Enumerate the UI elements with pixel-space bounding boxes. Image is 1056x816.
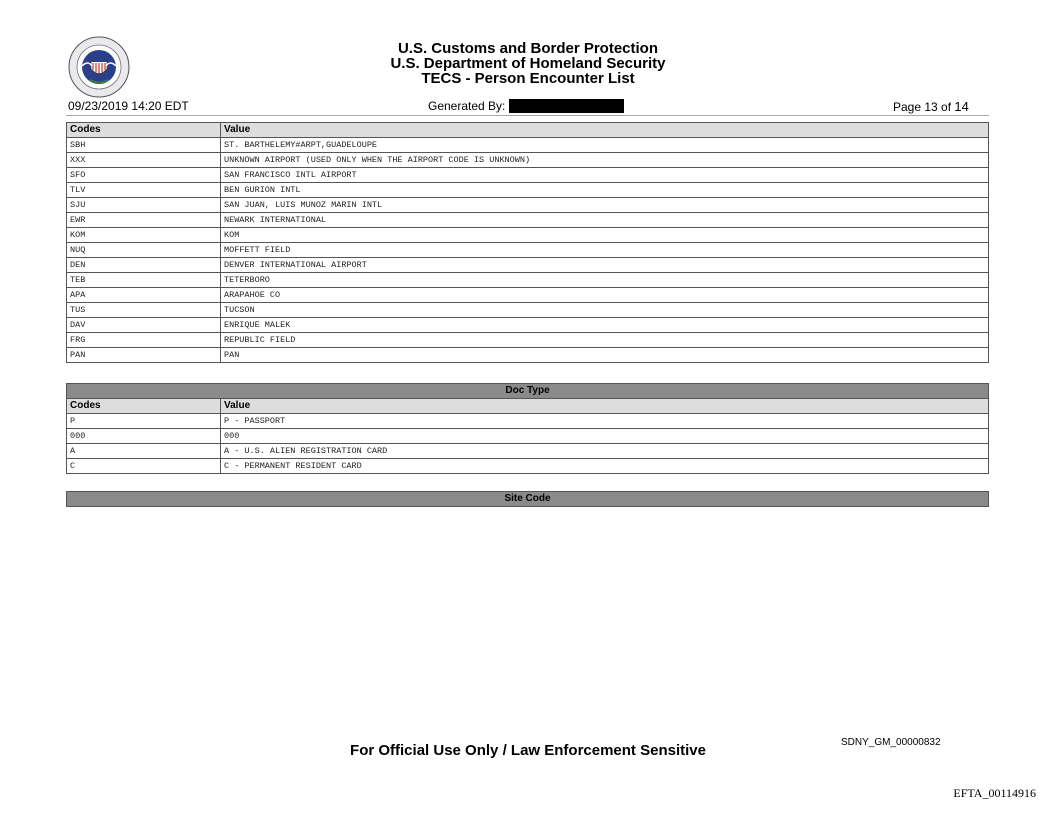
value-cell: TETERBORO xyxy=(221,273,989,288)
value-cell: NEWARK INTERNATIONAL xyxy=(221,213,989,228)
table-row xyxy=(67,414,989,429)
bates-number: SDNY_GM_00000832 xyxy=(841,737,941,748)
redaction-box xyxy=(509,99,624,113)
code-cell: DEN xyxy=(67,258,221,273)
generated-by xyxy=(428,99,624,113)
column-header-value: Value xyxy=(221,123,989,138)
code-cell: APA xyxy=(67,288,221,303)
report-title-block xyxy=(340,41,716,86)
code-cell: KOM xyxy=(67,228,221,243)
code-cell: XXX xyxy=(67,153,221,168)
value-cell: ARAPAHOE CO xyxy=(221,288,989,303)
table-row xyxy=(67,333,989,348)
table-row xyxy=(67,288,989,303)
code-cell: TUS xyxy=(67,303,221,318)
value-cell: BEN GURION INTL xyxy=(221,183,989,198)
code-cell: PAN xyxy=(67,348,221,363)
page-total: 14 xyxy=(954,99,969,114)
official-use-notice: For Official Use Only / Law Enforcement Sensitive xyxy=(350,742,706,759)
table-header-row xyxy=(67,399,989,414)
title-agency: U.S. Customs and Border Protection xyxy=(397,40,659,57)
code-cell: 000 xyxy=(67,429,221,444)
value-cell: SAN FRANCISCO INTL AIRPORT xyxy=(221,168,989,183)
table-header-row xyxy=(67,123,989,138)
value-cell: ST. BARTHELEMY#ARPT,GUADELOUPE xyxy=(221,138,989,153)
doc-type-section-title: Doc Type xyxy=(67,384,989,399)
section-header-row xyxy=(67,492,989,507)
section-header-row xyxy=(67,384,989,399)
column-header-codes: Codes xyxy=(67,399,221,414)
doc-type-table-body xyxy=(67,414,989,474)
table-row xyxy=(67,198,989,213)
code-cell: A xyxy=(67,444,221,459)
table-row xyxy=(67,228,989,243)
table-row xyxy=(67,243,989,258)
table-row xyxy=(67,213,989,228)
table-row xyxy=(67,138,989,153)
value-cell: C - PERMANENT RESIDENT CARD xyxy=(221,459,989,474)
value-cell: P - PASSPORT xyxy=(221,414,989,429)
code-cell: TEB xyxy=(67,273,221,288)
table-row xyxy=(67,153,989,168)
value-cell: UNKNOWN AIRPORT (USED ONLY WHEN THE AIRPORT CODE IS UNKNOWN) xyxy=(221,153,989,168)
value-cell: A - U.S. ALIEN REGISTRATION CARD xyxy=(221,444,989,459)
title-report: TECS - Person Encounter List xyxy=(421,70,635,87)
value-cell: TUCSON xyxy=(221,303,989,318)
column-header-codes: Codes xyxy=(67,123,221,138)
report-timestamp: 09/23/2019 14:20 EDT xyxy=(68,99,189,113)
table-row xyxy=(67,183,989,198)
code-cell: TLV xyxy=(67,183,221,198)
table-row xyxy=(67,429,989,444)
page-label: Page 13 of xyxy=(893,100,952,114)
code-cell: SJU xyxy=(67,198,221,213)
code-cell: EWR xyxy=(67,213,221,228)
efta-number: EFTA_00114916 xyxy=(953,786,1036,800)
site-code-table xyxy=(66,491,989,507)
code-cell: FRG xyxy=(67,333,221,348)
table-row xyxy=(67,348,989,363)
table-row xyxy=(67,444,989,459)
column-header-value: Value xyxy=(221,399,989,414)
codes-table xyxy=(66,122,989,363)
value-cell: SAN JUAN, LUIS MUNOZ MARIN INTL xyxy=(221,198,989,213)
dhs-seal-icon xyxy=(68,36,130,98)
table-row xyxy=(67,303,989,318)
table-row xyxy=(67,168,989,183)
table-row xyxy=(67,318,989,333)
doc-type-table xyxy=(66,383,989,474)
code-cell: C xyxy=(67,459,221,474)
site-code-section-title: Site Code xyxy=(67,492,989,507)
header-rule xyxy=(66,115,989,116)
generated-by-label: Generated By: xyxy=(428,99,506,113)
value-cell: MOFFETT FIELD xyxy=(221,243,989,258)
code-cell: SBH xyxy=(67,138,221,153)
value-cell: PAN xyxy=(221,348,989,363)
code-cell: P xyxy=(67,414,221,429)
table-row xyxy=(67,273,989,288)
page-indicator xyxy=(893,99,969,114)
table-row xyxy=(67,459,989,474)
value-cell: KOM xyxy=(221,228,989,243)
code-cell: SFO xyxy=(67,168,221,183)
value-cell: REPUBLIC FIELD xyxy=(221,333,989,348)
value-cell: DENVER INTERNATIONAL AIRPORT xyxy=(221,258,989,273)
title-department: U.S. Department of Homeland Security xyxy=(390,55,666,72)
code-cell: DAV xyxy=(67,318,221,333)
value-cell: 000 xyxy=(221,429,989,444)
table-row xyxy=(67,258,989,273)
code-cell: NUQ xyxy=(67,243,221,258)
value-cell: ENRIQUE MALEK xyxy=(221,318,989,333)
codes-table-body xyxy=(67,138,989,363)
